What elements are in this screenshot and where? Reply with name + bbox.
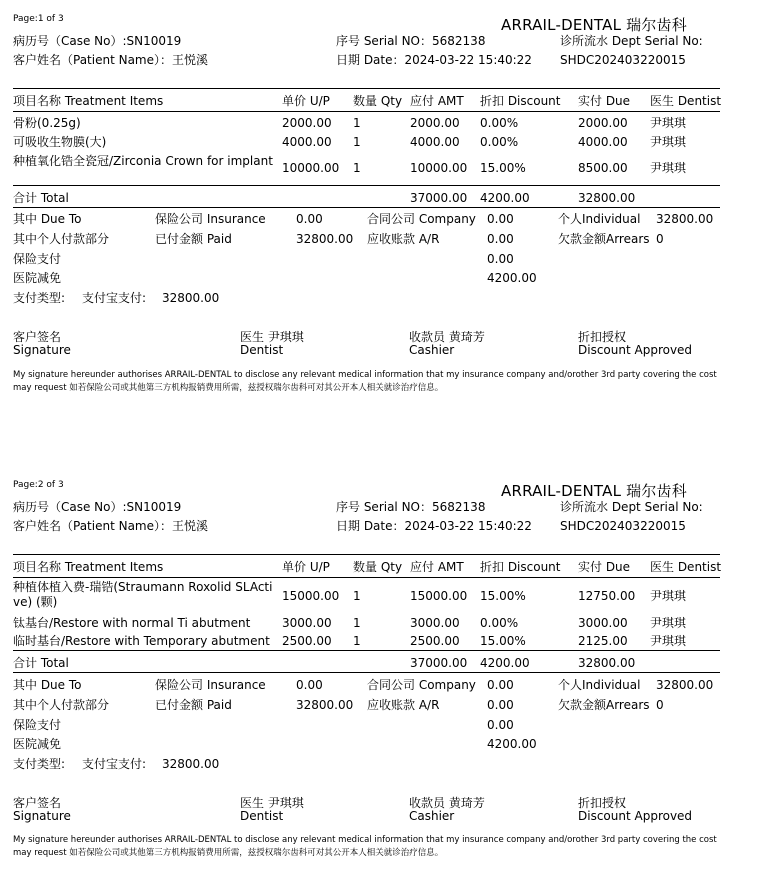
paid-value: 32800.00 <box>296 698 354 712</box>
insurance-value: 0.00 <box>296 212 323 226</box>
due-to-label: 其中 Due To <box>13 212 82 226</box>
signature-discount-en: Discount Approved <box>578 809 693 823</box>
col-discount: 折扣 Discount <box>480 560 561 574</box>
arrears-value: 0 <box>656 698 664 712</box>
serial-no: 序号 Serial NO：5682138 <box>336 34 486 48</box>
hospital-discount-value: 4200.00 <box>487 271 537 285</box>
item-qty: 1 <box>353 616 361 630</box>
dept-serial-value: SHDC202403220015 <box>560 53 686 67</box>
disclaimer: My signature hereunder authorises ARRAIL-DENTAL to disclose any relevant medical information that my insurance company and/orother 3rd party covering the cost may request 如若保险公司或其他第三方机构报销费用所需，兹授权瑞尔齿科可对其公开本人相关就诊治疗信息。 <box>13 370 717 393</box>
individual-value: 32800.00 <box>656 678 714 692</box>
visit-date: 日期 Date：2024-03-22 15:40:22 <box>336 519 532 533</box>
divider <box>13 672 720 673</box>
item-discount: 0.00% <box>480 616 519 630</box>
total-amt: 37000.00 <box>410 191 468 205</box>
item-amt: 10000.00 <box>410 161 468 175</box>
col-amt: 应付 AMT <box>410 94 464 108</box>
item-dentist: 尹琪琪 <box>650 116 687 130</box>
item-dentist: 尹琪琪 <box>650 616 687 630</box>
item-name: 临时基台/Restore with Temporary abutment <box>13 634 270 648</box>
item-unit-price: 3000.00 <box>282 616 332 630</box>
company-label: 合同公司 Company <box>367 212 476 226</box>
signature-cashier-cn: 收款员 黄琦芳 <box>409 796 485 810</box>
arrears-label: 欠款金额Arrears <box>558 232 650 246</box>
signature-discount-en: Discount Approved <box>578 343 693 357</box>
col-due: 实付 Due <box>578 94 631 108</box>
paid-label: 已付金额 Paid <box>155 698 232 712</box>
col-unit-price: 单价 U/P <box>282 560 330 574</box>
case-no: 病历号（Case No）:SN10019 <box>13 500 182 514</box>
personal-label: 其中个人付款部分 <box>13 698 110 712</box>
signature-dentist-en: Dentist <box>240 343 284 357</box>
insurance-pay-label: 保险支付 <box>13 718 62 732</box>
col-qty: 数量 Qty <box>353 560 403 574</box>
item-discount: 15.00% <box>480 161 526 175</box>
case-no: 病历号（Case No）:SN10019 <box>13 34 182 48</box>
brand-title: ARRAIL-DENTAL 瑞尔齿科 <box>501 16 687 34</box>
col-due: 实付 Due <box>578 560 631 574</box>
ar-value: 0.00 <box>487 698 514 712</box>
signature-customer-en: Signature <box>13 809 71 823</box>
item-name: 可吸收生物膜(大) <box>13 135 107 149</box>
dept-serial-label: 诊所流水 Dept Serial No: <box>560 34 703 48</box>
receipt-page-1 <box>0 0 773 420</box>
total-label: 合计 Total <box>13 656 69 670</box>
page-label: Page:1 of 3 <box>13 14 64 24</box>
divider <box>13 111 720 112</box>
insurance-value: 0.00 <box>296 678 323 692</box>
col-discount: 折扣 Discount <box>480 94 561 108</box>
item-dentist: 尹琪琪 <box>650 634 687 648</box>
insurance-pay-value: 0.00 <box>487 252 514 266</box>
item-qty: 1 <box>353 161 361 175</box>
total-label: 合计 Total <box>13 191 69 205</box>
item-unit-price: 10000.00 <box>282 161 340 175</box>
item-due: 3000.00 <box>578 616 628 630</box>
col-unit-price: 单价 U/P <box>282 94 330 108</box>
item-due: 12750.00 <box>578 589 636 603</box>
col-items: 项目名称 Treatment Items <box>13 94 164 108</box>
signature-discount-cn: 折扣授权 <box>578 330 627 344</box>
item-discount: 15.00% <box>480 589 526 603</box>
item-qty: 1 <box>353 135 361 149</box>
company-value: 0.00 <box>487 212 514 226</box>
col-items: 项目名称 Treatment Items <box>13 560 164 574</box>
disclaimer: My signature hereunder authorises ARRAIL-DENTAL to disclose any relevant medical information that my insurance company and/orother 3rd party covering the cost may request 如若保险公司或其他第三方机构报销费用所需，兹授权瑞尔齿科可对其公开本人相关就诊治疗信息。 <box>13 835 717 858</box>
hospital-discount-label: 医院减免 <box>13 737 62 751</box>
signature-cashier-cn: 收款员 黄琦芳 <box>409 330 485 344</box>
brand-title: ARRAIL-DENTAL 瑞尔齿科 <box>501 482 687 500</box>
signature-dentist-cn: 医生 尹琪琪 <box>240 330 304 344</box>
payment-amount: 32800.00 <box>162 291 220 305</box>
paid-value: 32800.00 <box>296 232 354 246</box>
payment-type-label: 支付类型: <box>13 757 66 771</box>
item-discount: 0.00% <box>480 116 519 130</box>
serial-no: 序号 Serial NO：5682138 <box>336 500 486 514</box>
signature-customer-cn: 客户签名 <box>13 796 62 810</box>
signature-dentist-en: Dentist <box>240 809 284 823</box>
item-dentist: 尹琪琪 <box>650 135 687 149</box>
divider <box>13 185 720 186</box>
individual-label: 个人Individual <box>558 212 641 226</box>
hospital-discount-value: 4200.00 <box>487 737 537 751</box>
item-dentist: 尹琪琪 <box>650 589 687 603</box>
payment-method: 支付宝支付: <box>82 291 147 305</box>
divider <box>13 207 720 208</box>
item-name: 种植体植入费-瑞锆(Straumann Roxolid SLActive) (颗) <box>13 580 273 609</box>
item-qty: 1 <box>353 634 361 648</box>
individual-value: 32800.00 <box>656 212 714 226</box>
item-amt: 2000.00 <box>410 116 460 130</box>
item-qty: 1 <box>353 116 361 130</box>
item-due: 2125.00 <box>578 634 628 648</box>
total-discount: 4200.00 <box>480 656 530 670</box>
col-dentist: 医生 Dentist <box>650 94 722 108</box>
patient-name: 客户姓名（Patient Name）：王悦溪 <box>13 519 209 533</box>
dept-serial-label: 诊所流水 Dept Serial No: <box>560 500 703 514</box>
item-amt: 4000.00 <box>410 135 460 149</box>
insurance-pay-value: 0.00 <box>487 718 514 732</box>
total-due: 32800.00 <box>578 656 636 670</box>
company-value: 0.00 <box>487 678 514 692</box>
item-unit-price: 2000.00 <box>282 116 332 130</box>
paid-label: 已付金额 Paid <box>155 232 232 246</box>
signature-cashier-en: Cashier <box>409 343 455 357</box>
patient-name: 客户姓名（Patient Name）：王悦溪 <box>13 53 209 67</box>
insurance-label: 保险公司 Insurance <box>155 678 266 692</box>
signature-discount-cn: 折扣授权 <box>578 796 627 810</box>
col-qty: 数量 Qty <box>353 94 403 108</box>
signature-customer-cn: 客户签名 <box>13 330 62 344</box>
divider <box>13 554 720 555</box>
item-dentist: 尹琪琪 <box>650 161 687 175</box>
company-label: 合同公司 Company <box>367 678 476 692</box>
total-discount: 4200.00 <box>480 191 530 205</box>
due-to-label: 其中 Due To <box>13 678 82 692</box>
item-discount: 0.00% <box>480 135 519 149</box>
item-amt: 3000.00 <box>410 616 460 630</box>
item-name: 钛基台/Restore with normal Ti abutment <box>13 616 251 630</box>
signature-customer-en: Signature <box>13 343 71 357</box>
payment-type-label: 支付类型: <box>13 291 66 305</box>
total-due: 32800.00 <box>578 191 636 205</box>
insurance-label: 保险公司 Insurance <box>155 212 266 226</box>
item-name: 种植氧化锆全瓷冠/Zirconia Crown for implant <box>13 154 273 168</box>
page-label: Page:2 of 3 <box>13 480 64 490</box>
ar-label: 应收账款 A/R <box>367 698 440 712</box>
divider <box>13 88 720 89</box>
item-discount: 15.00% <box>480 634 526 648</box>
item-due: 8500.00 <box>578 161 628 175</box>
item-amt: 15000.00 <box>410 589 468 603</box>
col-amt: 应付 AMT <box>410 560 464 574</box>
item-unit-price: 15000.00 <box>282 589 340 603</box>
hospital-discount-label: 医院减免 <box>13 271 62 285</box>
ar-label: 应收账款 A/R <box>367 232 440 246</box>
item-name: 骨粉(0.25g) <box>13 116 81 130</box>
payment-amount: 32800.00 <box>162 757 220 771</box>
item-qty: 1 <box>353 589 361 603</box>
item-unit-price: 4000.00 <box>282 135 332 149</box>
signature-cashier-en: Cashier <box>409 809 455 823</box>
item-due: 2000.00 <box>578 116 628 130</box>
divider <box>13 650 720 651</box>
ar-value: 0.00 <box>487 232 514 246</box>
col-dentist: 医生 Dentist <box>650 560 722 574</box>
personal-label: 其中个人付款部分 <box>13 232 110 246</box>
signature-dentist-cn: 医生 尹琪琪 <box>240 796 304 810</box>
total-amt: 37000.00 <box>410 656 468 670</box>
item-amt: 2500.00 <box>410 634 460 648</box>
insurance-pay-label: 保险支付 <box>13 252 62 266</box>
individual-label: 个人Individual <box>558 678 641 692</box>
divider <box>13 577 720 578</box>
arrears-label: 欠款金额Arrears <box>558 698 650 712</box>
receipt-page-2 <box>0 466 773 886</box>
arrears-value: 0 <box>656 232 664 246</box>
item-due: 4000.00 <box>578 135 628 149</box>
dept-serial-value: SHDC202403220015 <box>560 519 686 533</box>
payment-method: 支付宝支付: <box>82 757 147 771</box>
visit-date: 日期 Date：2024-03-22 15:40:22 <box>336 53 532 67</box>
item-unit-price: 2500.00 <box>282 634 332 648</box>
